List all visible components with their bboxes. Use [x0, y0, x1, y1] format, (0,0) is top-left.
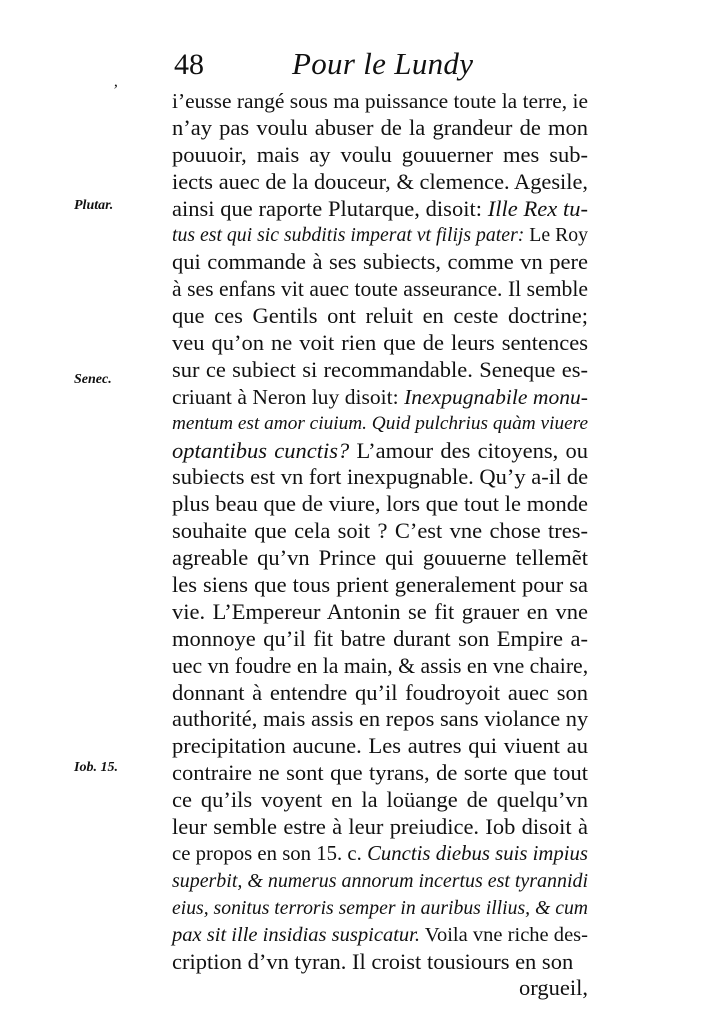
- text-line: [172, 653, 588, 680]
- text-line: [172, 88, 588, 115]
- text-run: i’eusse rangé sous ma puissance toute la terre, ie: [172, 89, 588, 113]
- text-run: ce qu’ils voyent en la loüange de quelqu’vn: [172, 787, 588, 813]
- text-run: agreable qu’vn Prince qui gouuerne tellemẽt: [172, 545, 588, 571]
- text-line: [172, 115, 588, 142]
- text-run: pouuoir, mais ay voulu gouuerner mes sub-: [172, 141, 588, 167]
- latin-quote: tus est qui sic subditis imperat vt filijs pater:: [172, 224, 525, 247]
- text-run: Voila vne riche des-: [420, 923, 588, 946]
- text-run: subiects est vn fort inexpugnable. Qu’y a-il de: [172, 464, 589, 490]
- margin-note-senec: Senec.: [74, 372, 112, 387]
- page-number: 48: [174, 48, 204, 81]
- text-run: monnoye qu’il fit batre durant son Empire a-: [172, 625, 588, 651]
- margin-note-plutar: Plutar.: [74, 198, 114, 213]
- running-title: Pour le Lundy: [292, 46, 474, 81]
- text-line: [172, 249, 588, 276]
- margin-note-iob: Iob. 15.: [74, 760, 118, 775]
- text-line: [172, 814, 588, 841]
- text-line: [172, 518, 588, 545]
- text-line: [172, 706, 588, 733]
- text-line: [172, 330, 588, 357]
- text-line: [172, 438, 588, 465]
- text-line: [172, 949, 588, 976]
- latin-quote: Ille Rex tu-: [487, 195, 588, 221]
- text-line: [172, 545, 588, 572]
- text-line: [172, 572, 588, 599]
- latin-quote: Inexpugnabile monu-: [404, 384, 588, 409]
- text-run: que ces Gentils ont reluit en ceste doctrine;: [172, 303, 588, 329]
- text-line: [172, 303, 588, 330]
- text-line: [172, 787, 588, 814]
- text-run: iects auec de la douceur, & clemence. Agesile,: [172, 168, 588, 194]
- text-run: qui commande à ses subiects, comme vn pere: [172, 249, 588, 275]
- text-run: contraire ne sont que tyrans, de sorte que tout: [172, 760, 588, 786]
- text-run: plus beau que de viure, lors que tout le monde: [172, 491, 588, 517]
- body-text: [172, 88, 588, 1002]
- latin-quote: optantibus cunctis?: [172, 437, 350, 463]
- text-run: sur ce subiect si recommandable. Seneque es-: [172, 356, 588, 382]
- text-run: criuant à Neron luy disoit:: [172, 384, 405, 409]
- text-run: n’ay pas voulu abuser de la grandeur de mon: [172, 114, 588, 140]
- text-line: [172, 733, 588, 760]
- text-line: [172, 222, 588, 249]
- text-line: [172, 599, 588, 626]
- text-run: uec vn foudre en la main, & assis en vne chaire,: [172, 653, 589, 678]
- latin-quote: superbit, & numerus annorum incertus est tyrannidi: [172, 869, 588, 892]
- text-run: vie. L’Empereur Antonin se fit grauer en vne: [172, 598, 588, 624]
- text-line: [172, 895, 588, 922]
- latin-quote: Cunctis diebus suis impius: [367, 842, 588, 865]
- latin-quote: eius, sonitus terroris semper in auribus illius, & cum: [172, 896, 589, 919]
- catchword: orgueil,: [519, 975, 588, 1001]
- text-run: les siens que tous prient generalement pour sa: [172, 572, 588, 598]
- text-run: souhaite que cela soit ? C’est vne chose tres-: [172, 518, 588, 544]
- text-line: [172, 626, 588, 653]
- text-line: [172, 680, 588, 707]
- text-run: authorité, mais assis en repos sans violance ny: [172, 706, 589, 732]
- text-line: [172, 922, 588, 949]
- text-line: [172, 411, 588, 438]
- latin-quote: mentum est amor ciuium. Quid pulchrius quàm viuere: [172, 412, 588, 434]
- text-line: [172, 841, 588, 868]
- text-line: [172, 464, 588, 491]
- text-run: ce propos en son 15. c.: [172, 842, 368, 865]
- text-line: [172, 384, 588, 411]
- text-run: precipitation aucune. Les autres qui viuent au: [172, 733, 588, 759]
- text-run: donnant à entendre qu’il foudroyoit auec son: [172, 679, 588, 705]
- text-line: [172, 169, 588, 196]
- text-line: [172, 760, 588, 787]
- text-line: [172, 196, 588, 223]
- text-run: ainsi que raporte Plutarque, disoit:: [172, 195, 488, 221]
- text-run: Le Roy: [524, 224, 588, 247]
- text-run: L’amour des citoyens, ou: [349, 437, 588, 463]
- text-line: [172, 357, 588, 384]
- latin-quote: pax sit ille insidias suspicatur.: [172, 923, 421, 946]
- text-line: [172, 142, 588, 169]
- text-line: [172, 868, 588, 895]
- margin-mark: ’: [112, 82, 118, 99]
- text-line: [172, 276, 588, 303]
- text-run: leur semble estre à leur preiudice. Iob disoit à: [172, 814, 588, 840]
- text-run: veu qu’on ne voit rien que de leurs sentences: [172, 330, 588, 356]
- text-run: à ses enfans vit auec toute asseurance. Il semble: [172, 277, 588, 302]
- text-run: cription d’vn tyran. Il croist tousiours en son: [172, 948, 574, 974]
- text-line: [172, 491, 588, 518]
